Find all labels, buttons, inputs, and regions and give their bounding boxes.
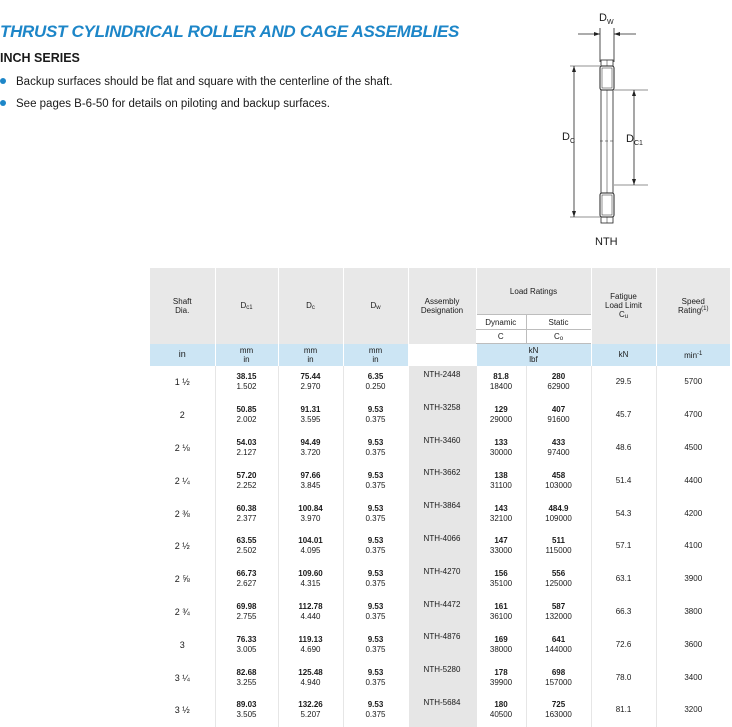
cell-dynamic: 169 38000 [476,628,526,661]
cell-static: 556 125000 [526,563,591,596]
cell-dw: 9.53 0.375 [343,530,408,563]
cell-speed: 3600 [656,628,730,661]
cell-dynamic: 180 40500 [476,694,526,727]
cell-dynamic: 178 39900 [476,661,526,694]
cell-fatigue: 45.7 [591,399,656,432]
cell-dc: 100.84 3.970 [278,497,343,530]
cell-static: 280 62900 [526,366,591,399]
cell-dc1: 89.03 3.505 [215,694,278,727]
cell-dynamic: 129 29000 [476,399,526,432]
cell-dc1: 60.38 2.377 [215,497,278,530]
cell-static: 698 157000 [526,661,591,694]
cell-fatigue: 78.0 [591,661,656,694]
cell-dc1: 82.68 3.255 [215,661,278,694]
col-header-dynamic: Dynamic [476,315,526,330]
cell-assembly: NTH-4066 [408,530,476,563]
table-row [150,563,730,596]
cell-speed: 3800 [656,596,730,629]
unit-dw: mm in [343,344,408,367]
cell-dc: 104.01 4.095 [278,530,343,563]
cell-speed: 4400 [656,464,730,497]
table-row [150,497,730,530]
col-header-shaft: Shaft Dia. [150,268,215,344]
unit-speed: $\min^{-1}$ [656,344,730,367]
table-row [150,366,730,399]
cell-assembly: NTH-4472 [408,596,476,629]
cell-static: 587 132000 [526,596,591,629]
cell-dw: 9.53 0.375 [343,399,408,432]
cell-fatigue: 51.4 [591,464,656,497]
col-header-dc: Dc [278,268,343,344]
cell-dynamic: 81.8 18400 [476,366,526,399]
cell-assembly: NTH-3864 [408,497,476,530]
page-title: THRUST CYLINDRICAL ROLLER AND CAGE ASSEMBLIES [0,22,460,41]
unit-dc1: mm in [215,344,278,367]
cell-dw: 9.53 0.375 [343,497,408,530]
cell-assembly: NTH-3460 [408,432,476,465]
cell-shaft-dia: 2 ¾ [174,606,190,617]
dc1-label: $D_{C1}$ [626,133,643,147]
specification-table [150,268,730,727]
cell-dc1: 69.98 2.755 [215,596,278,629]
cell-assembly: NTH-3662 [408,464,476,497]
cell-shaft-dia: 2 ½ [174,541,190,552]
cell-fatigue: 29.5 [591,366,656,399]
cell-shaft-dia: 1 ½ [174,377,190,388]
cell-assembly: NTH-5684 [408,694,476,727]
cell-dc: 97.66 3.845 [278,464,343,497]
cell-speed: 4700 [656,399,730,432]
cell-dynamic: 161 36100 [476,596,526,629]
unit-shaft: in [150,344,215,367]
col-header-speed: Speed Rating$^{(1)}$ [656,268,730,344]
diagram-caption: NTH [595,236,618,248]
series-subtitle: INCH SERIES [0,51,80,65]
bullet-dot-icon [0,78,6,84]
cell-static: 484.9 109000 [526,497,591,530]
cell-dc: 112.78 4.440 [278,596,343,629]
cell-static: 641 144000 [526,628,591,661]
unit-assembly [408,344,476,367]
col-header-dynamic-symbol: C [476,330,526,344]
cell-dc: 132.26 5.207 [278,694,343,727]
cell-dynamic: 138 31100 [476,464,526,497]
bullet-item [0,98,330,110]
cell-fatigue: 48.6 [591,432,656,465]
cell-dc1: 76.33 3.005 [215,628,278,661]
cell-speed: 4100 [656,530,730,563]
cell-dc1: 63.55 2.502 [215,530,278,563]
cell-static: 458 103000 [526,464,591,497]
dw-label: $D_W$ [599,12,614,26]
cell-fatigue: 54.3 [591,497,656,530]
cell-static: 511 115000 [526,530,591,563]
table-row [150,596,730,629]
col-header-dc1: Dc1 [215,268,278,344]
table-row [150,661,730,694]
cell-dc1: 38.15 1.502 [215,366,278,399]
col-header-static: Static [526,315,591,330]
cell-dc1: 50.85 2.002 [215,399,278,432]
table-row [150,694,730,727]
cell-fatigue: 66.3 [591,596,656,629]
col-header-assembly: Assembly Designation [408,268,476,344]
cell-shaft-dia: 2 [179,410,185,421]
col-header-load-ratings: Load Ratings [476,268,591,315]
cell-dw: 9.53 0.375 [343,596,408,629]
cell-shaft-dia: 3 [179,639,185,650]
bearing-cross-section-diagram [548,4,668,254]
cell-speed: 5700 [656,366,730,399]
col-header-dw: Dw [343,268,408,344]
cell-assembly: NTH-3258 [408,399,476,432]
cell-dc1: 57.20 2.252 [215,464,278,497]
bullet-dot-icon [0,100,6,106]
cell-dw: 9.53 0.375 [343,661,408,694]
cell-shaft-dia: 3 ¼ [174,672,190,683]
cell-shaft-dia: 2 ¼ [174,475,190,486]
cell-shaft-dia: 2 ⅜ [174,508,190,519]
cell-assembly: NTH-4270 [408,563,476,596]
dc-label: $D_C$ [562,131,576,145]
cell-static: 433 97400 [526,432,591,465]
cell-dc: 119.13 4.690 [278,628,343,661]
cell-dc: 75.44 2.970 [278,366,343,399]
cell-shaft-dia: 3 ½ [174,705,190,716]
cell-fatigue: 72.6 [591,628,656,661]
cell-fatigue: 63.1 [591,563,656,596]
cell-fatigue: 57.1 [591,530,656,563]
bullet-text: Backup surfaces should be flat and square with the centerline of the shaft. [16,76,393,88]
cell-dc1: 54.03 2.127 [215,432,278,465]
cell-dw: 9.53 0.375 [343,563,408,596]
col-header-static-symbol: Co [526,330,591,344]
table-row [150,464,730,497]
unit-load: kN lbf [476,344,591,367]
table-row [150,628,730,661]
cell-speed: 4500 [656,432,730,465]
cell-assembly: NTH-4876 [408,628,476,661]
cell-dw: 9.53 0.375 [343,694,408,727]
cell-dw: 9.53 0.375 [343,464,408,497]
cell-dw: 9.53 0.375 [343,628,408,661]
cell-dc: 109.60 4.315 [278,563,343,596]
cell-dw: 6.35 0.250 [343,366,408,399]
cell-shaft-dia: 2 ⅛ [174,442,190,453]
cell-speed: 3200 [656,694,730,727]
table-row [150,432,730,465]
cell-dw: 9.53 0.375 [343,432,408,465]
table-row [150,399,730,432]
cell-assembly: NTH-5280 [408,661,476,694]
bullet-text: See pages B-6-50 for details on piloting and backup surfaces. [16,98,330,110]
cell-dynamic: 147 33000 [476,530,526,563]
cell-shaft-dia: 2 ⅝ [174,574,190,585]
cell-assembly: NTH-2448 [408,366,476,399]
unit-fatigue: kN [591,344,656,367]
cell-fatigue: 81.1 [591,694,656,727]
cell-dc1: 66.73 2.627 [215,563,278,596]
table-row [150,530,730,563]
cell-dc: 91.31 3.595 [278,399,343,432]
cell-dynamic: 156 35100 [476,563,526,596]
cell-dynamic: 133 30000 [476,432,526,465]
cell-static: 725 163000 [526,694,591,727]
cell-dc: 125.48 4.940 [278,661,343,694]
cell-dc: 94.49 3.720 [278,432,343,465]
cell-dynamic: 143 32100 [476,497,526,530]
units-row [150,344,730,367]
cell-speed: 3900 [656,563,730,596]
unit-dc: mm in [278,344,343,367]
cell-speed: 3400 [656,661,730,694]
cell-speed: 4200 [656,497,730,530]
bullet-item [0,76,393,88]
cell-static: 407 91600 [526,399,591,432]
col-header-fatigue: Fatigue Load Limit Cu [591,268,656,344]
